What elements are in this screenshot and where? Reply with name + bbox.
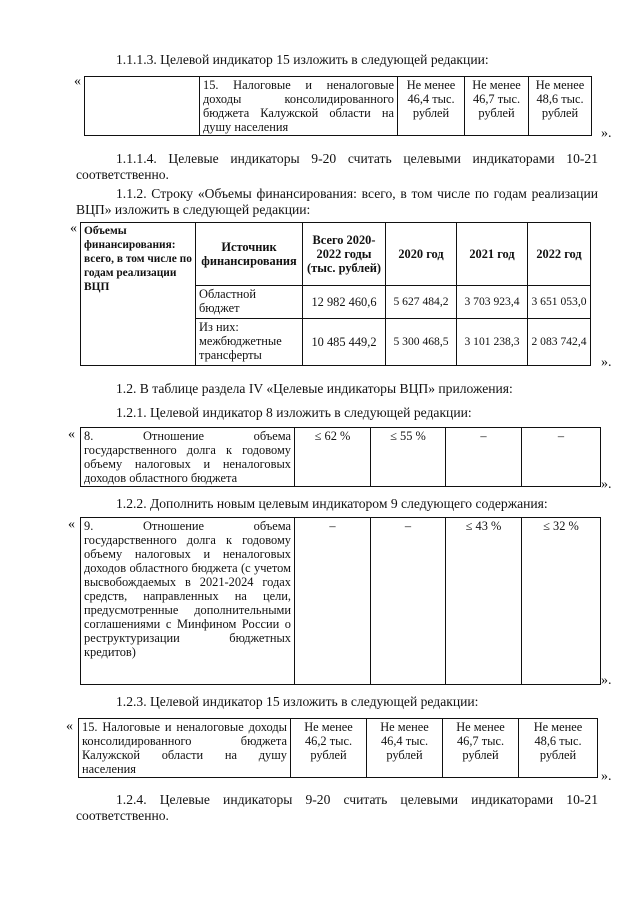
- quote-close: ».: [601, 355, 612, 370]
- table-row: [81, 518, 601, 685]
- paragraph-1-1-1-3: 1.1.1.3. Целевой индикатор 15 изложить в следующей редакции:: [116, 52, 489, 67]
- header-2021: 2021 год: [457, 223, 528, 286]
- header-total: Всего 2020-2022 годы (тыс. рублей): [303, 223, 386, 286]
- paragraph-1-2-4: 1.2.4. Целевые индикаторы 9-20 считать целевыми индикаторами 10-21 соответственно.: [76, 792, 598, 823]
- paragraph-1-2: 1.2. В таблице раздела IV «Целевые индикаторы ВЦП» приложения:: [116, 381, 513, 396]
- paragraph-1-1-1-4: 1.1.1.4. Целевые индикаторы 9-20 считать целевыми индикаторами 10-21 соответственно.: [76, 151, 598, 182]
- source-cell: Областной бюджет: [196, 286, 303, 319]
- paragraph-1-2-1: 1.2.1. Целевой индикатор 8 изложить в следующей редакции:: [116, 405, 472, 420]
- indicator-15-table-2: [78, 718, 598, 778]
- table-row: [85, 77, 592, 136]
- paragraph-1-2-2: 1.2.2. Дополнить новым целевым индикатором 9 следующего содержания:: [116, 496, 548, 511]
- indicator-8-table: [80, 427, 601, 487]
- quote-open: «: [74, 74, 81, 89]
- value-cell: ≤ 62 %: [295, 428, 371, 487]
- quote-close: ».: [601, 769, 612, 784]
- value-cell: Не менее 46,2 тыс. рублей: [291, 719, 367, 778]
- table-row: [81, 428, 601, 487]
- quote-open: «: [66, 719, 73, 734]
- quote-close: ».: [601, 673, 612, 688]
- value-2022-cell: 2 083 742,4: [528, 319, 591, 366]
- table-row: [79, 719, 598, 778]
- indicator-cell: 15. Налоговые и неналоговые доходы консолидированного бюджета Калужской области на душу населения: [200, 77, 398, 136]
- value-2022-cell: 3 651 053,0: [528, 286, 591, 319]
- header-2022: 2022 год: [528, 223, 591, 286]
- total-cell: 10 485 449,2: [303, 319, 386, 366]
- quote-open: «: [70, 221, 77, 236]
- value-2021-cell: 3 101 238,3: [457, 319, 528, 366]
- indicator-cell: 8. Отношение объема государственного долга к годовому объему налоговых и неналоговых доходов областного бюджета: [81, 428, 295, 487]
- indicator-cell: 9. Отношение объема государственного долга к годовому объему налоговых и неналоговых доходов областного бюджета (с учетом высвобождаемых в 2021-2024 годах средств, направленных на цели, предусмотренные дополнительными соглашениями с Минфином России о реструктуризации бюджетных кредитов): [81, 518, 295, 685]
- table-row: [81, 223, 591, 286]
- quote-open: «: [68, 427, 75, 442]
- value-cell: Не менее 46,7 тыс. рублей: [465, 77, 529, 136]
- value-cell: ≤ 43 %: [446, 518, 522, 685]
- financing-table: [80, 222, 591, 366]
- header-2020: 2020 год: [386, 223, 457, 286]
- quote-close: ».: [601, 477, 612, 492]
- value-cell: –: [446, 428, 522, 487]
- value-cell: Не менее 48,6 тыс. рублей: [529, 77, 592, 136]
- header-source: Источник финансирования: [196, 223, 303, 286]
- value-cell: ≤ 32 %: [522, 518, 601, 685]
- value-cell: Не менее 48,6 тыс. рублей: [519, 719, 598, 778]
- empty-cell: [85, 77, 200, 136]
- indicator-cell: 15. Налоговые и неналоговые доходы консолидированного бюджета Калужской области на душу населения: [79, 719, 291, 778]
- value-cell: Не менее 46,7 тыс. рублей: [443, 719, 519, 778]
- paragraph-1-2-3: 1.2.3. Целевой индикатор 15 изложить в следующей редакции:: [116, 694, 479, 709]
- source-cell: Из них: межбюджетные трансферты: [196, 319, 303, 366]
- quote-open: «: [68, 517, 75, 532]
- indicator-15-table-1: [84, 76, 592, 136]
- value-cell: –: [295, 518, 371, 685]
- indicator-9-table: [80, 517, 601, 685]
- total-cell: 12 982 460,6: [303, 286, 386, 319]
- value-cell: Не менее 46,4 тыс. рублей: [367, 719, 443, 778]
- value-2021-cell: 3 703 923,4: [457, 286, 528, 319]
- paragraph-1-1-2: 1.1.2. Строку «Объемы финансирования: всего, в том числе по годам реализации ВЦП» изложить в следующей редакции:: [76, 186, 598, 217]
- value-cell: ≤ 55 %: [371, 428, 446, 487]
- quote-close: ».: [601, 126, 612, 141]
- value-2020-cell: 5 300 468,5: [386, 319, 457, 366]
- value-cell: –: [522, 428, 601, 487]
- value-cell: Не менее 46,4 тыс. рублей: [398, 77, 465, 136]
- financing-label-cell: Объемы финансирования: всего, в том числе по годам реализации ВЦП: [81, 223, 196, 366]
- value-cell: –: [371, 518, 446, 685]
- value-2020-cell: 5 627 484,2: [386, 286, 457, 319]
